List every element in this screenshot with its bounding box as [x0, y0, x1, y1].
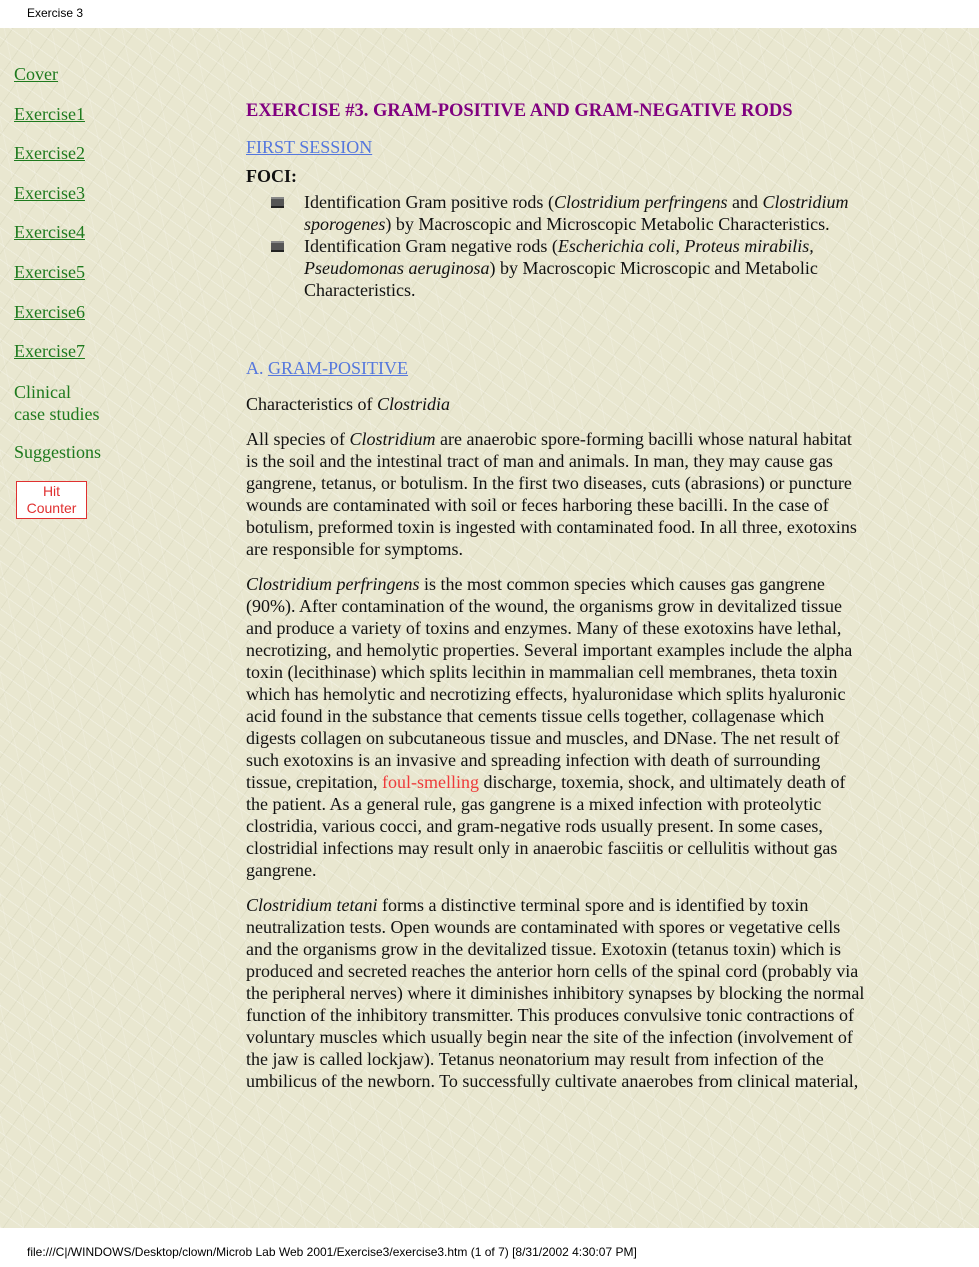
hit-counter-line2: Counter	[26, 499, 77, 516]
page-background	[0, 28, 979, 1228]
nav-link-exercise4[interactable]: Exercise4	[14, 222, 85, 243]
characteristics-heading: Characteristics of Clostridia	[246, 394, 450, 414]
foci-label: FOCI:	[246, 166, 297, 186]
list-item: Identification Gram positive rods (Clostridium perfringens and Clostridium sporogenes) by Macroscopic and Microscopic Metabolic Characteristics.	[271, 191, 861, 235]
nav-link-exercise6[interactable]: Exercise6	[14, 301, 85, 322]
sidebar-nav	[14, 64, 134, 519]
nav-link-cover[interactable]: Cover	[14, 64, 58, 84]
page-title: EXERCISE #3. GRAM-POSITIVE AND GRAM-NEGATIVE RODS	[246, 101, 793, 121]
foul-smelling-highlight: foul-smelling	[381, 772, 479, 792]
nav-link-exercise5[interactable]: Exercise5	[14, 261, 85, 282]
main-content	[246, 100, 866, 1092]
nav-suggestions-label: Suggestions	[14, 441, 102, 462]
gram-positive-link[interactable]: GRAM-POSITIVE	[268, 358, 409, 378]
nav-clinical-case-studies[interactable]	[14, 381, 134, 441]
square-bullet-icon	[271, 197, 284, 208]
nav-link-exercise3[interactable]: Exercise3	[14, 182, 85, 203]
first-session-link[interactable]: FIRST SESSION	[246, 137, 373, 157]
nav-link-exercise7[interactable]: Exercise7	[14, 341, 85, 362]
nav-clinical-line1: Clinical	[14, 381, 71, 402]
section-a-prefix: A.	[246, 358, 268, 378]
paragraph-clostridium-overview: All species of Clostridium are anaerobic spore-forming bacilli whose natural habitat is the soil and the intestinal tract of man and animals. In man, they may cause gas gangrene, tetanus, or botulism. In the first two diseases, cuts (abrasions) or puncture wounds are contaminated with soil or feces harboring these bacilli. In the case of botulism, preformed toxin is ingested with contaminated food. In all three, exotoxins are responsible for symptoms.	[246, 429, 857, 559]
nav-link-exercise1[interactable]: Exercise1	[14, 103, 85, 124]
list-item: Identification Gram negative rods (Escherichia coli, Proteus mirabilis, Pseudomonas aeruginosa) by Macroscopic Microscopic and Metabolic Characteristics.	[271, 235, 861, 301]
hit-counter-line1: Hit	[42, 482, 61, 499]
print-footer: file:///C|/WINDOWS/Desktop/clown/Microb Lab Web 2001/Exercise3/exercise3.htm (1 of 7) [8/31/2002 4:30:07 PM]	[27, 1245, 637, 1259]
square-bullet-icon	[271, 241, 284, 252]
foci-list	[271, 191, 861, 301]
nav-link-exercise2[interactable]: Exercise2	[14, 143, 85, 164]
paragraph-c-perfringens: Clostridium perfringens is the most common species which causes gas gangrene (90%). After contamination of the wound, the organisms grow in devitalized tissue and produce a variety of toxins and enzymes. Many of these exotoxins have lethal, necrotizing, and hemolytic properties. Several important examples include the alpha toxin (lecithinase) which splits lecithin in mammalian cell membranes, theta toxin which has hemolytic and necrotizing effects, hyaluronidase which splits hyaluronic acid found in the substance that cements tissue cells together, collagenase which digests collagen on subcutaneous tissue and muscles, and DNase. The net result of such exotoxins is an invasive and spreading infection with death of surrounding tissue, crepitation, foul-smelling discharge, toxemia, shock, and ultimately death of the patient. As a general rule, gas gangrene is a mixed infection with proteolytic clostridia, various cocci, and gram-negative rods usually present. In some cases, clostridial infections may result only in anaerobic fasciitis or cellulitis without gas gangrene.	[246, 574, 853, 880]
paragraph-c-tetani: Clostridium tetani forms a distinctive terminal spore and is identified by toxin neutralization tests. Open wounds are contaminated with spores or vegetative cells and the organisms grow in the devitalized tissue. Exotoxin (tetanus toxin) which is produced and secreted reaches the anterior horn cells of the spinal cord (probably via the peripheral nerves) where it diminishes inhibitory synapses by blocking the normal function of the inhibitory transmitter. This produces convulsive tonic contractions of voluntary muscles which usually begin near the site of the infection (involvement of the jaw is called lockjaw). Tetanus neonatorium may result from infection of the umbilicus of the newborn. To successfully cultivate anaerobes from clinical material,	[246, 895, 865, 1091]
print-header: Exercise 3	[27, 6, 84, 20]
nav-clinical-line2: case studies	[14, 403, 100, 424]
hit-counter-badge[interactable]	[16, 481, 87, 519]
section-a-heading	[246, 357, 866, 379]
nav-suggestions[interactable]	[14, 441, 134, 475]
